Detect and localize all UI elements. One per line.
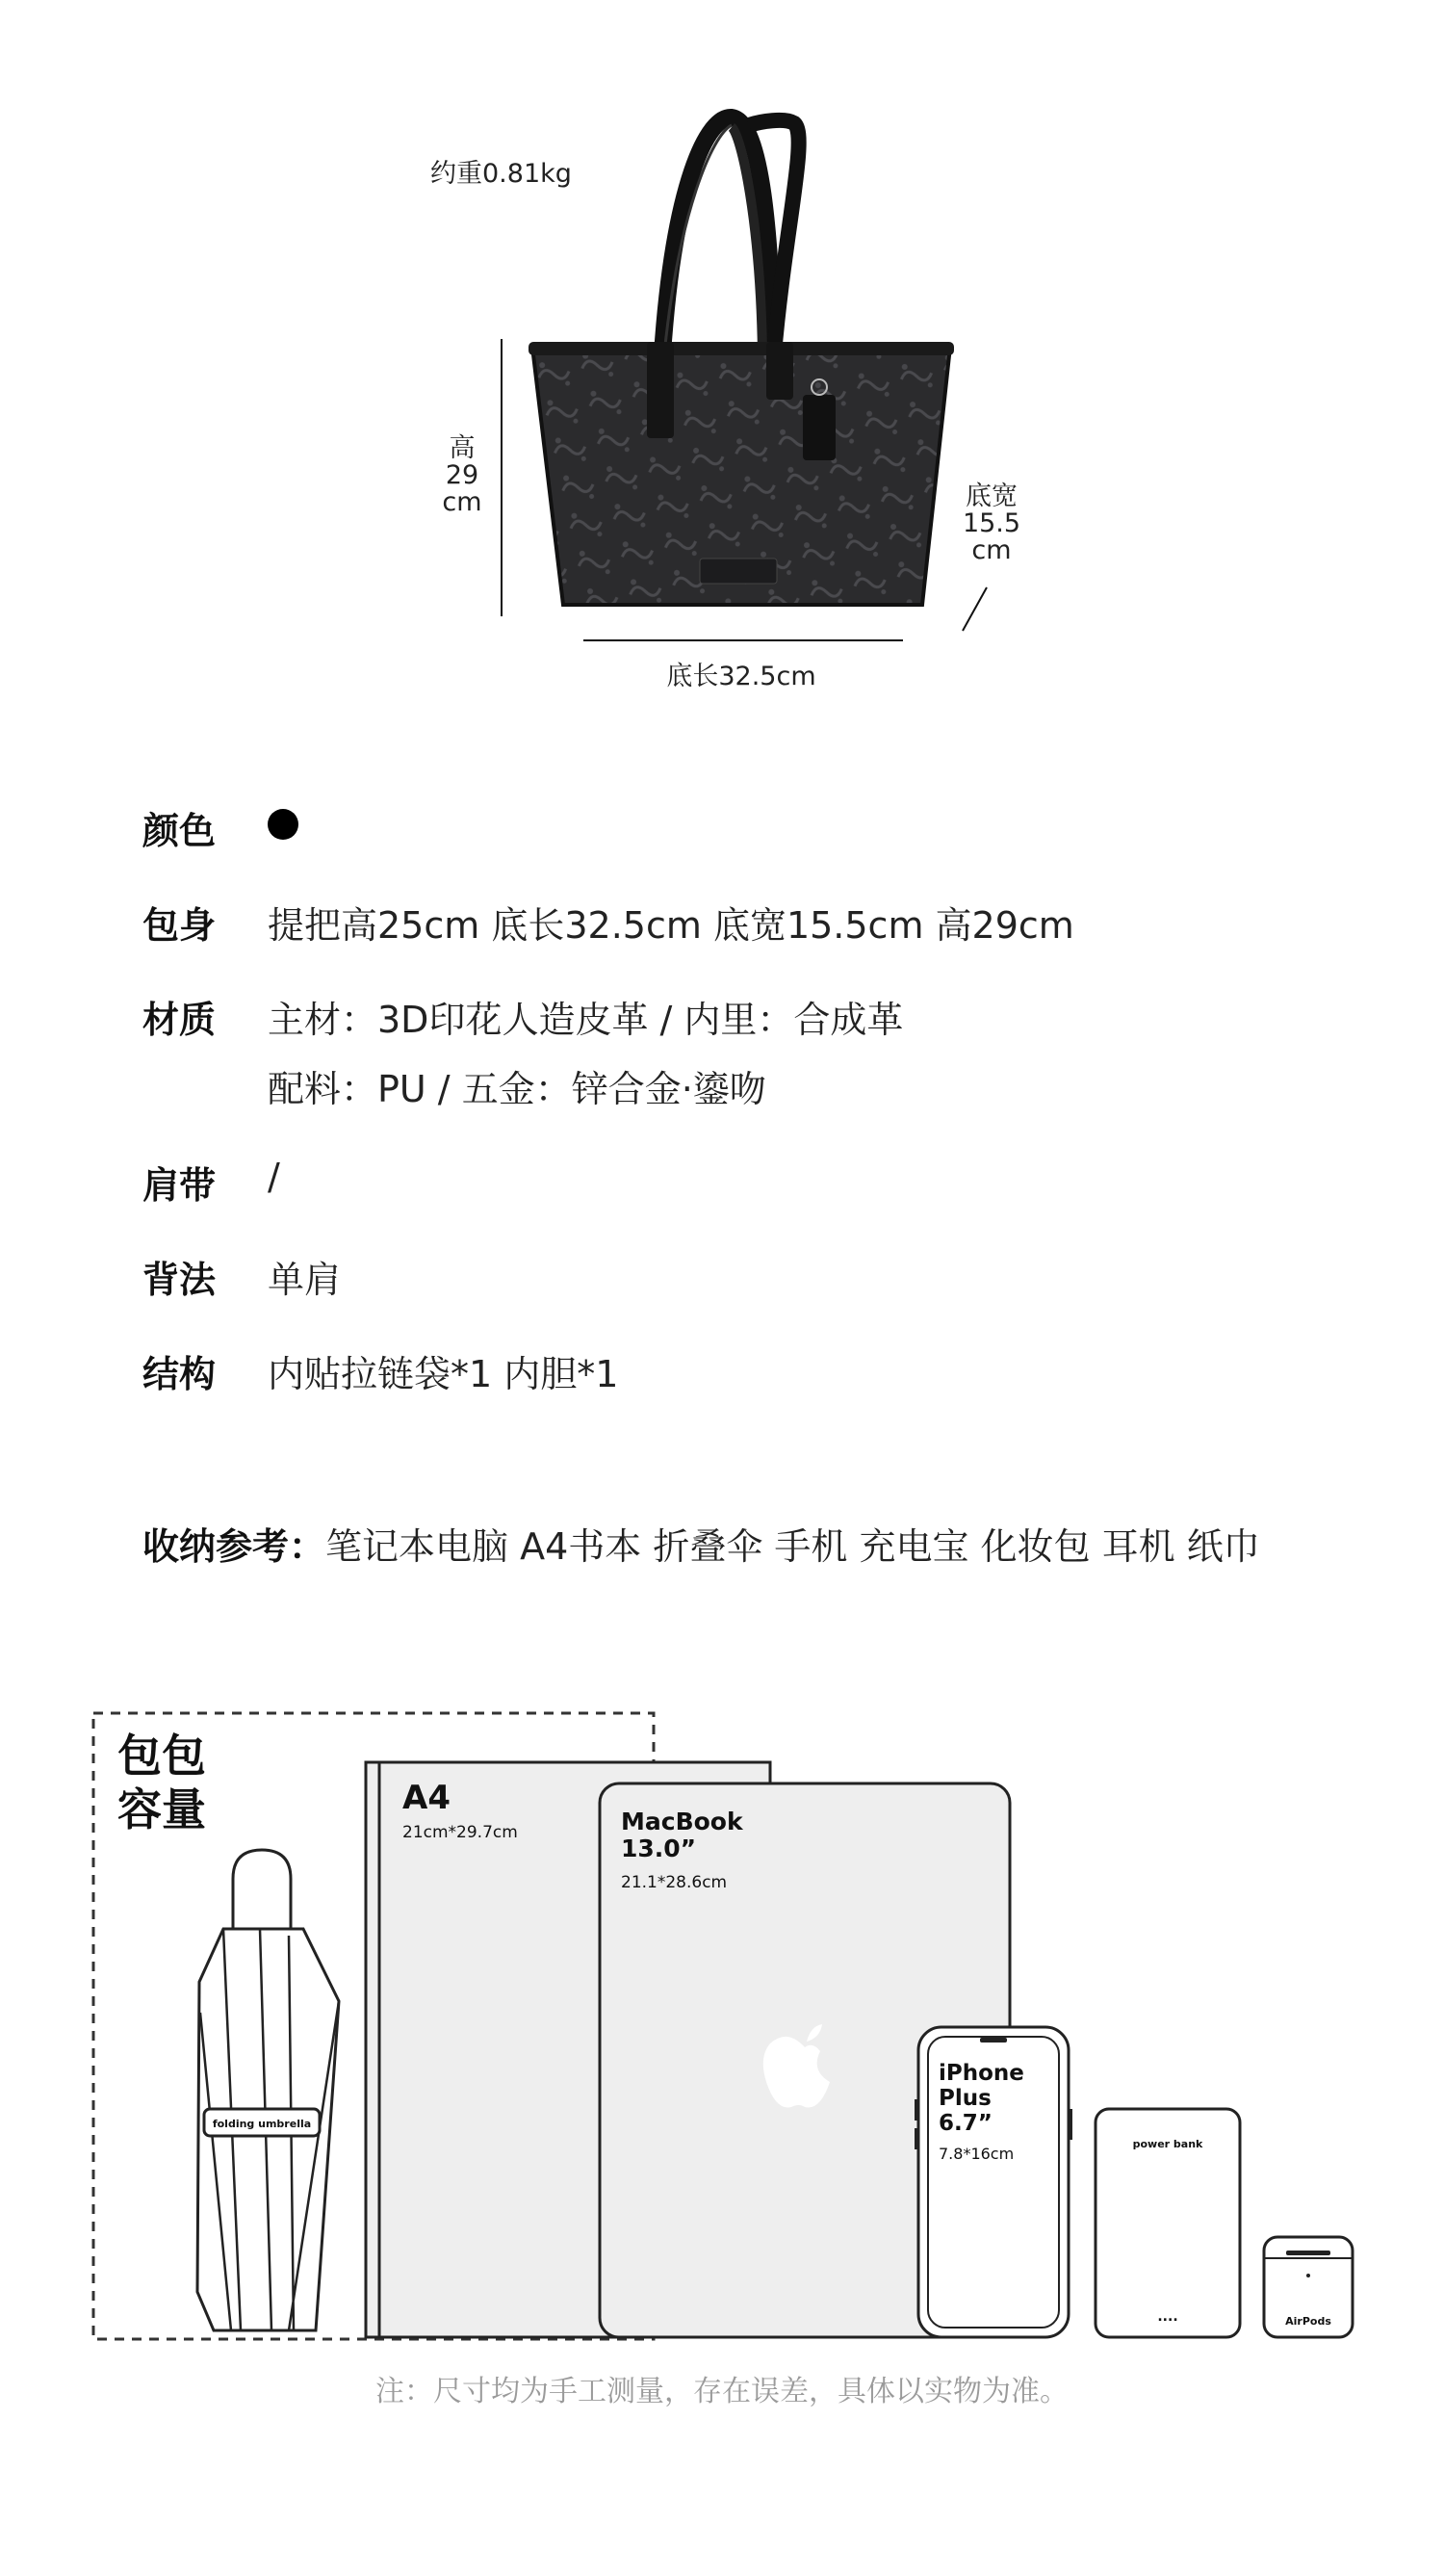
macbook-size: 21.1*28.6cm [621,1873,728,1892]
bag-length-dimension: 底长32.5cm [666,662,816,691]
umbrella-label: folding umbrella [212,2118,312,2130]
capacity-title-line1: 包包 [117,1730,206,1782]
storage-reference [142,1517,1260,1570]
spec-carry-label: 背法 [142,1259,217,1301]
airpods-label: AirPods [1285,2315,1331,2328]
depth-label: 底宽 [966,481,1018,511]
power-bank-label: power bank [1132,2138,1203,2150]
umbrella-icon [197,1850,339,2330]
airpods-icon [1264,2237,1353,2337]
bag-illustration [0,0,1444,713]
power-bank-icon [1096,2109,1240,2337]
iphone-title-2: Plus [939,2086,992,2111]
height-unit: cm [442,487,482,517]
macbook-title-1: MacBook [621,1808,743,1835]
bag-weight: 约重0.81kg [430,159,572,189]
spec-color-label: 颜色 [142,810,217,852]
spec-carry-value: 单肩 [268,1259,342,1301]
measurement-note: 注：尺寸均为手工测量，存在误差，具体以实物为准。 [375,2375,1069,2408]
spec-body-value: 提把高25cm 底长32.5cm 底宽15.5cm 高29cm [268,904,1074,947]
macbook-title-2: 13.0” [621,1834,697,1862]
iphone-title-1: iPhone [939,2061,1024,2086]
iphone-icon [915,2027,1072,2337]
depth-value: 15.5 [962,508,1021,538]
spec-structure-label: 结构 [142,1353,217,1395]
iphone-size: 7.8*16cm [939,2145,1015,2163]
a4-title: A4 [402,1779,451,1817]
color-swatch [268,809,298,840]
storage-items: 笔记本电脑 A4书本 折叠伞 手机 充电宝 化妆包 耳机 纸巾 [325,1525,1260,1568]
spec-material-line1: 主材：3D印花人造皮革 / 内里：合成革 [268,999,904,1041]
bag-depth-dimension [953,483,1030,564]
height-label: 高 [449,433,476,463]
iphone-title-3: 6.7” [939,2111,993,2136]
depth-unit: cm [971,535,1012,565]
bag-height-dimension [438,435,486,516]
spec-strap-value: / [268,1156,280,1198]
spec-material-label: 材质 [142,999,217,1041]
spec-body-label: 包身 [142,904,217,947]
storage-label: 收纳参考： [142,1525,326,1568]
capacity-title-line2: 容量 [117,1783,206,1835]
capacity-title [117,1729,206,1836]
power-bank-dots: .... [1157,2309,1178,2325]
a4-size: 21cm*29.7cm [402,1823,518,1842]
height-value: 29 [445,460,479,490]
spec-strap-label: 肩带 [142,1164,217,1207]
capacity-illustration [0,1695,1444,2359]
spec-material-line2: 配料：PU / 五金：锌合金·鎏吻 [268,1068,766,1110]
spec-structure-value: 内贴拉链袋*1 内胆*1 [268,1353,619,1395]
